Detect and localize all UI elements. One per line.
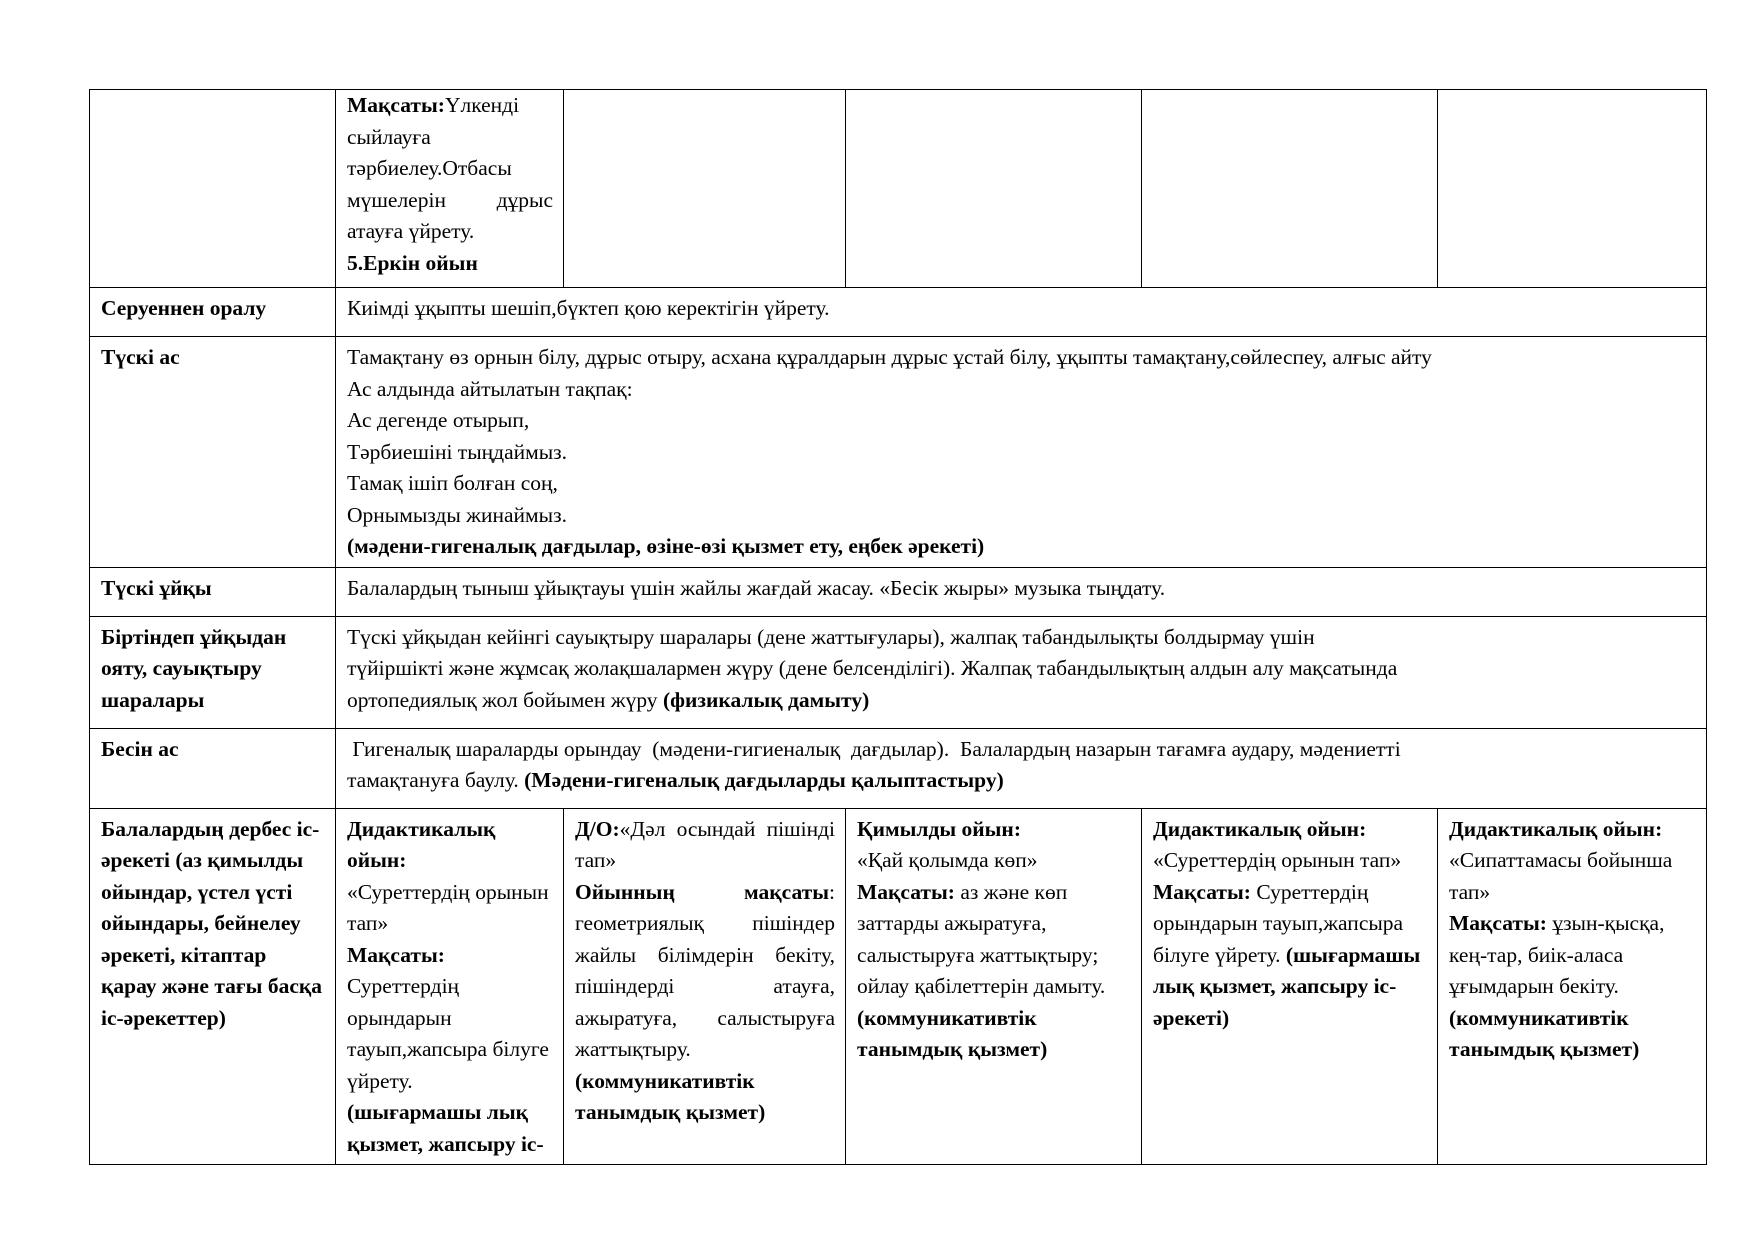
table-row	[90, 90, 1707, 288]
goal-label: Мақсаты:	[347, 942, 445, 967]
wake-line: Түскі ұйқыдан кейінгі сауықтыру шаралары (дене жаттығулары), жалпақ табандылықты болдырмау үшін	[347, 624, 1315, 649]
row-label-nap: Түскі ұйқы	[90, 567, 336, 616]
goal-text: Үлкенді сыйлауға тәрбиелеу.Отбасы мүшелерін дұрыс атауға үйрету.	[347, 93, 553, 243]
activity-title: Д/О:	[575, 816, 620, 841]
activity-cell-2	[564, 808, 846, 1165]
goal-label: Мақсаты:	[1449, 911, 1547, 935]
activity-name: «Қай қолымда көп»	[857, 848, 1038, 872]
goal-label: Мақсаты:	[347, 93, 445, 117]
row-label-independent: Балалардың дербес іс-әрекеті (аз қимылды ойындар, үстел үсті ойындары, бейнелеу әрекеті, кітаптар қарау және тағы басқа іс-әрекеттер)	[90, 808, 336, 1165]
goal-text: Суреттердің орындарын тауып,жапсыра білуге үйрету.	[347, 974, 549, 1093]
row-label-snack: Бесін ас	[90, 728, 336, 808]
wake-tag: (физикалық дамыту)	[662, 687, 870, 712]
row-label-return: Серуеннен оралу	[90, 288, 336, 337]
lunch-line: Ас алдында айтылатын тақпақ:	[347, 376, 633, 401]
activity-cell-4	[1142, 808, 1438, 1165]
goal-label: Мақсаты:	[1153, 879, 1251, 904]
return-text: Киімді ұқыпты шешіп,бүктеп қою керектігін үйрету.	[336, 288, 1707, 337]
activity-cell-1	[336, 808, 564, 1165]
empty-cell	[846, 90, 1142, 288]
activity-tag: (коммуникативтік танымдық қызмет)	[575, 1068, 766, 1124]
activity-title: Қимылды ойын:	[857, 816, 1021, 841]
row-label-cell	[90, 90, 336, 288]
table-row	[90, 808, 1707, 1165]
row-label-wake: Біртіндеп ұйқыдан ояту, сауықтыру шаралары	[90, 616, 336, 728]
table-row	[90, 288, 1707, 337]
activity-cell-5	[1438, 808, 1707, 1165]
lunch-line: Орнымызды жинаймыз.	[347, 502, 567, 527]
nap-text: Балалардың тыныш ұйықтауы үшін жайлы жағдай жасау. «Бесік жыры» музыка тыңдату.	[336, 567, 1707, 616]
activity-name: «Сипаттамасы бойынша тап»	[1449, 848, 1673, 904]
continuation-cell	[336, 90, 564, 288]
lunch-line: Тамақтану өз орнын білу, дұрыс отыру, асхана құралдарын дұрыс ұстай білу, ұқыпты тамақтану,сөйлеспеу, алғыс айту	[347, 345, 1432, 369]
daily-plan-table	[89, 89, 1707, 1165]
wake-line: ортопедиялық жол бойымен жүру	[347, 687, 658, 712]
activity-tag: (коммуникативтік танымдық қызмет)	[1449, 1005, 1640, 1061]
activity-tag: (шығармашы лық қызмет, жапсыру іс-әрекеті)	[1153, 942, 1421, 1030]
wake-cell	[336, 616, 1707, 728]
free-play-label: 5.Еркін ойын	[347, 250, 478, 275]
snack-line: Гигеналық шараларды орындау (мәдени-гигиеналық дағдылар). Балалардың назарын тағамға аудару, мәдениетті	[347, 736, 1401, 761]
goal-text: ұзын-қысқа, кең-тар, биік-аласа ұғымдарын бекіту.	[1449, 911, 1665, 998]
table-row	[90, 616, 1707, 728]
lunch-line: Тәрбиешіні тыңдаймыз.	[347, 439, 568, 464]
table-row	[90, 567, 1707, 616]
table-row	[90, 728, 1707, 808]
activity-title: Дидактикалық ойын:	[1449, 816, 1663, 841]
table-row	[90, 337, 1707, 568]
goal-label: Мақсаты:	[857, 879, 955, 904]
goal-label: Ойынның мақсаты	[575, 879, 830, 904]
empty-cell	[564, 90, 846, 288]
empty-cell	[1142, 90, 1438, 288]
lunch-line: Ас дегенде отырып,	[347, 408, 530, 432]
activity-name: «Дәл осындай пішінді тап»	[575, 816, 835, 872]
row-label-lunch: Түскі ас	[90, 337, 336, 568]
goal-text: Суреттердің орындарын тауып,жапсыра білуге үйрету.	[1153, 879, 1404, 967]
activity-name: «Суреттердің орынын тап»	[1153, 848, 1402, 872]
lunch-tag: (мәдени-гигеналық дағдылар, өзіне-өзі қызмет ету, еңбек әрекеті)	[347, 534, 985, 558]
activity-title: Дидактикалық ойын:	[347, 816, 496, 872]
lunch-line: Тамақ ішіп болған соң,	[347, 471, 558, 495]
goal-text: аз және көп заттарды ажыратуға, салыстыруға жаттықтыру; ойлау қабілеттерін дамыту.	[857, 879, 1106, 998]
activity-title: Дидактикалық ойын:	[1153, 816, 1367, 841]
snack-cell	[336, 728, 1707, 808]
snack-line: тамақтануға баулу.	[347, 768, 519, 792]
empty-cell	[1438, 90, 1707, 288]
snack-tag: (Мәдени-гигеналық дағдыларды қалыптастыру)	[524, 768, 1004, 792]
wake-line: түйіршікті және жұмсақ жолақшалармен жүру (дене белсенділігі). Жалпақ табандылықтың алдын алу мақсатында	[347, 656, 1398, 680]
activity-name: «Суреттердің орынын тап»	[347, 879, 549, 935]
activity-cell-3	[846, 808, 1142, 1165]
lunch-cell	[336, 337, 1707, 568]
activity-tag: (коммуникативтік танымдық қызмет)	[857, 1005, 1048, 1061]
goal-text: : геометриялық пішіндер жайлы білімдерін бекіту, пішіндерді атауға, ажыратуға, салыстыруға жаттықтыру.	[575, 879, 835, 1061]
activity-tag: (шығармашы лық қызмет, жапсыру іс-	[347, 1100, 544, 1156]
